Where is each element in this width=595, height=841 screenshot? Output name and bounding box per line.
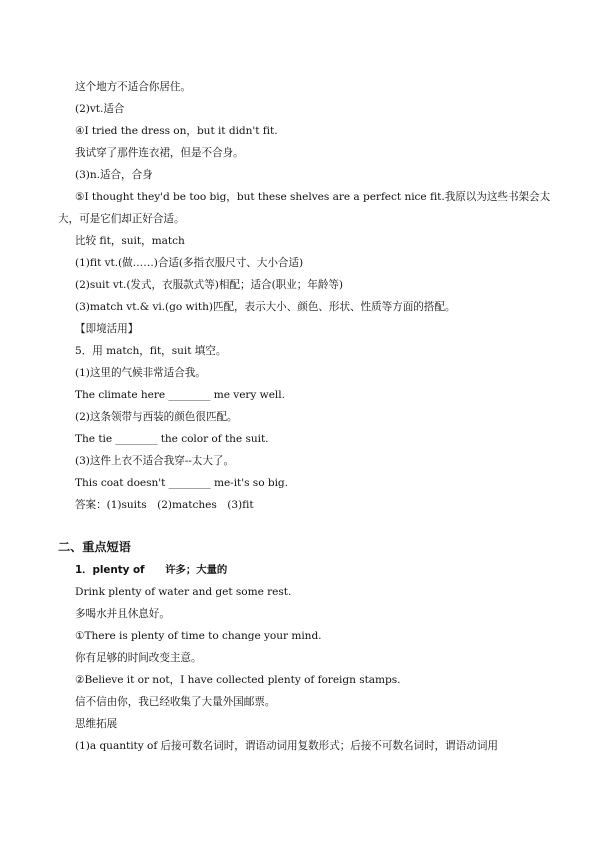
phrase-heading: 1．plenty of 许多；大量的 bbox=[75, 564, 228, 576]
text-line: 信不信由你，我已经收集了大量外国邮票。 bbox=[75, 696, 276, 708]
text-line: The tie ________ the color of the suit. bbox=[75, 433, 269, 445]
section-heading: 二、重点短语 bbox=[58, 540, 131, 554]
text-line: (3)match vt.& vi.(go with)匹配，表示大小、颜色、形状、性质等方面的搭配。 bbox=[75, 301, 456, 313]
text-line: 这个地方不适合你居住。 bbox=[75, 81, 191, 93]
text-line: ②Believe it or not，I have collected plenty of foreign stamps. bbox=[75, 674, 401, 686]
text-line: 你有足够的时间改变主意。 bbox=[75, 652, 202, 664]
text-line: 多喝水并且休息好。 bbox=[75, 608, 170, 620]
text-line: (2)suit vt.(发式，衣服款式等)相配；适合(职业；年龄等) bbox=[75, 279, 343, 291]
text-line: (3)n.适合，合身 bbox=[75, 169, 153, 181]
text-line: (2)vt.适合 bbox=[75, 103, 125, 115]
text-line: Drink plenty of water and get some rest. bbox=[75, 586, 292, 598]
text-line: 比较 fit，suit，match bbox=[75, 235, 185, 247]
text-line: ④I tried the dress on，but it didn't fit. bbox=[75, 125, 278, 137]
text-line: 我试穿了那件连衣裙，但是不合身。 bbox=[75, 147, 244, 159]
text-line: (1)a quantity of 后接可数名词时，谓语动词用复数形式；后接不可数名词时，谓语动词用 bbox=[75, 740, 498, 752]
section-label: 【即境活用】 bbox=[75, 323, 139, 335]
text-line: (2)这条领带与西装的颜色很匹配。 bbox=[75, 411, 238, 423]
text-line: (1)fit vt.(做……)合适(多指衣服尺寸、大小合适) bbox=[75, 257, 304, 269]
exercise-prompt: 5．用 match，fit，suit 填空。 bbox=[75, 345, 227, 357]
text-line: The climate here ________ me very well. bbox=[75, 389, 285, 401]
text-line: This coat doesn't ________ me-it's so big. bbox=[75, 477, 288, 489]
text-line: 大，可是它们却正好合适。 bbox=[58, 213, 185, 225]
text-line: ⑤I thought they'd be too big，but these shelves are a perfect nice fit.我原以为这些书架会太 bbox=[75, 191, 551, 203]
text-line: (1)这里的气候非常适合我。 bbox=[75, 367, 206, 379]
text-line: 思维拓展 bbox=[75, 718, 118, 730]
text-line: (3)这件上衣不适合我穿--太大了。 bbox=[75, 455, 234, 467]
text-line: ①There is plenty of time to change your mind. bbox=[75, 630, 322, 642]
answer-line: 答案：(1)suits (2)matches (3)fit bbox=[75, 499, 254, 511]
